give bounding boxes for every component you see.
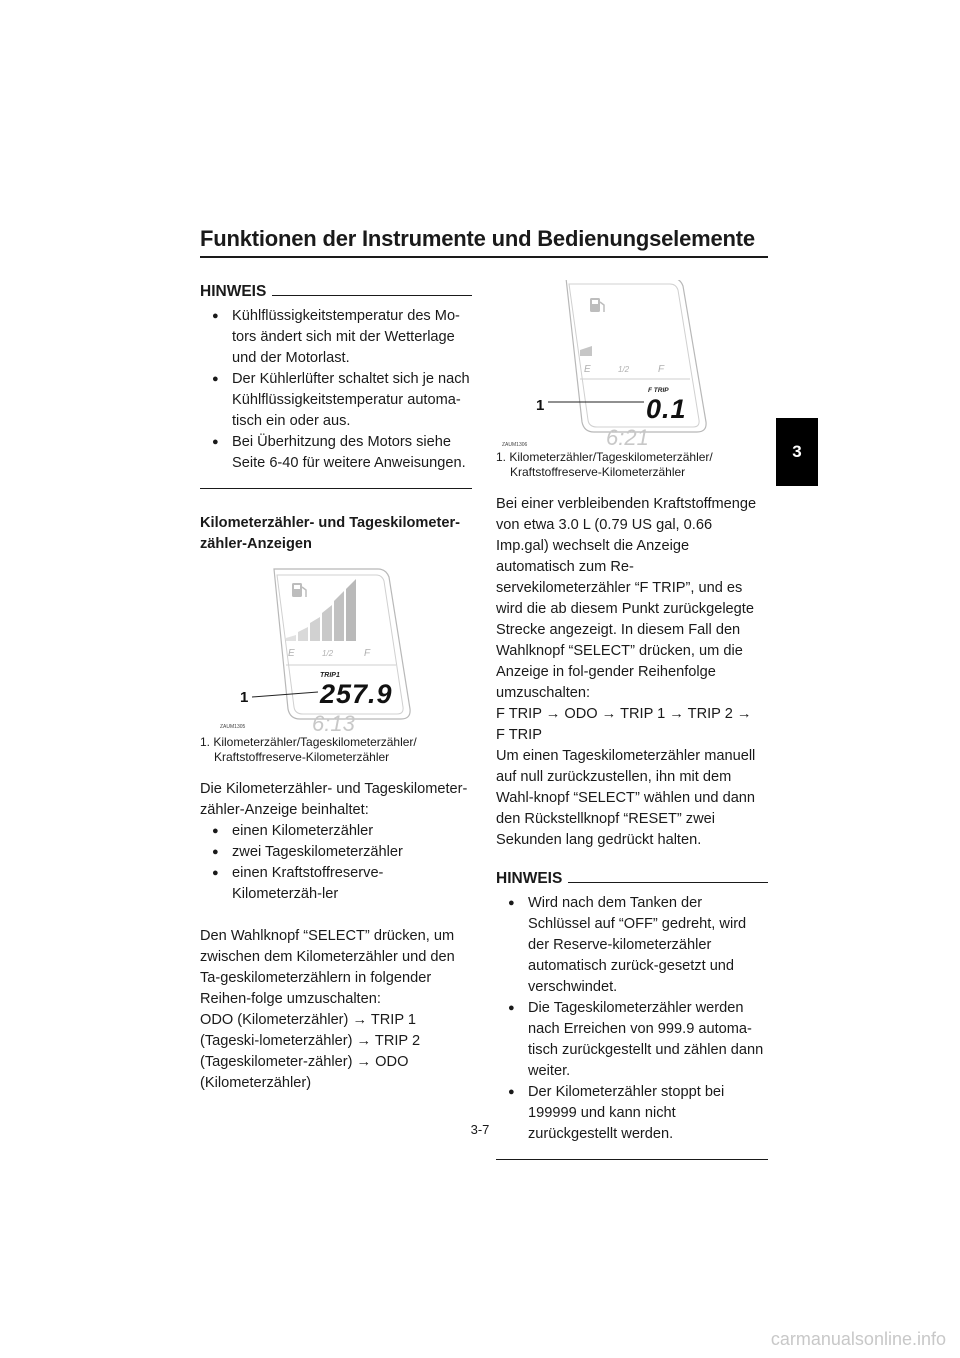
page-number: 3-7 [470, 1122, 490, 1137]
fuel-half-label: 1/2 [322, 649, 334, 658]
watermark: carmanualsonline.info [770, 1329, 946, 1349]
list-item: ● zwei Tageskilometerzähler [200, 842, 472, 863]
note-item: ● Bei Überhitzung des Motors siehe Seite 6-40 für weitere Anweisungen. [200, 432, 472, 474]
paragraph: Die Kilometerzähler- und Tageskilometer-zähler-Anzeige beinhaltet: [200, 781, 468, 818]
note-heading: HINWEIS [200, 280, 472, 302]
main-digits: 257.9 [320, 679, 393, 709]
chapter-tab: 3 [776, 418, 818, 486]
fuel-empty-label: E [288, 648, 295, 659]
main-digits: 0.1 [646, 394, 687, 424]
fuel-half-label: 1/2 [618, 365, 630, 374]
paragraph: ODO (Kilometerzähler) → TRIP 1 (Tageski-lometerzähler) → TRIP 2 (Tageskilometer-zähler) → ODO (Kilometerzähler) [200, 1012, 421, 1091]
list-item: ● einen Kilometerzähler [200, 821, 472, 842]
fuel-pump-icon [292, 583, 306, 597]
paragraph: Um einen Tageskilometerzähler manuell auf null zurückzustellen, ihn mit dem Wahl-knopf “SELECT” wählen und dann den Rückstellknopf “RESET” zwei Sekunden lang gedrückt halten. [496, 748, 756, 848]
sequence-line: F TRIP → ODO → TRIP 1 → TRIP 2 → [496, 706, 752, 722]
fuel-full-label: F [364, 648, 371, 659]
secondary-digits: 6:13 [312, 711, 355, 733]
note-item: ● Wird nach dem Tanken der Schlüssel auf “OFF” gedreht, wird der Reserve-kilometerzähler automatisch zurück-gesetzt und verschwindet. [496, 893, 768, 998]
note-list [496, 893, 768, 1145]
figure-caption: 1. Kilometerzähler/Tageskilometerzähler/ Kraftstoffreserve-Kilometerzähler [496, 450, 713, 479]
contents-list [200, 821, 472, 905]
paragraph: Den Wahlknopf “SELECT” drücken, um zwischen dem Kilometerzähler und den Ta-geskilometerzählern in folgender Reihen-folge umzuschalten: [200, 928, 455, 1007]
odometer-display-illustration [200, 561, 472, 733]
callout-number: 1 [536, 397, 545, 414]
page-title: Funktionen der Instrumente und Bedienungselemente [200, 226, 755, 251]
fuel-gauge-bar [580, 346, 592, 356]
secondary-digits: 6:21 [606, 425, 649, 448]
odometer-figure [200, 561, 472, 733]
sequence-line: F TRIP [496, 727, 542, 743]
trip-mode-label: F TRIP [648, 387, 669, 394]
figure-code: ZAUM1306 [502, 442, 528, 448]
fuel-pump-icon [590, 298, 604, 312]
title-rule [200, 256, 768, 258]
note-end-rule [496, 1159, 768, 1160]
note-item: ● Der Kühlerlüfter schaltet sich je nach Kühlflüssigkeitstemperatur automa-tisch ein oder aus. [200, 369, 472, 432]
note-heading: HINWEIS [496, 867, 768, 889]
note-list [200, 306, 472, 474]
note-item: ● Kühlflüssigkeitstemperatur des Mo-tors ändert sich mit der Wetterlage und der Motorlast. [200, 306, 472, 369]
figure-code: ZAUM1305 [220, 724, 246, 730]
fuel-reserve-display-illustration [496, 280, 768, 448]
trip-mode-label: TRIP1 [320, 672, 340, 679]
note-item: ● Der Kilometerzähler stoppt bei 199999 und kann nicht zurückgestellt werden. [496, 1082, 768, 1145]
list-item: ● einen Kraftstoffreserve-Kilometerzäh-ler [200, 863, 472, 905]
paragraph: Bei einer verbleibenden Kraftstoffmenge von etwa 3.0 L (0.79 US gal, 0.66 Imp.gal) wechselt die Anzeige automatisch zum Re-servekilometerzähler “F TRIP”, und es wird die ab diesem Punkt zurückgelegte Strecke angezeigt. In diesem Fall den Wahlknopf “SELECT” drücken, um die Anzeige in fol-gender Reihenfolge umzuschalten: [496, 496, 757, 701]
callout-number: 1 [240, 689, 249, 706]
figure-caption: 1. Kilometerzähler/Tageskilometerzähler/ Kraftstoffreserve-Kilometerzähler [200, 735, 417, 764]
left-column [200, 280, 472, 1094]
note-end-rule [200, 488, 472, 489]
right-column [496, 280, 768, 1160]
fuel-full-label: F [658, 364, 665, 375]
fuel-empty-label: E [584, 364, 591, 375]
note-item: ● Die Tageskilometerzähler werden nach Erreichen von 999.9 automa-tisch zurückgestellt und zählen dann weiter. [496, 998, 768, 1082]
section-title: Kilometerzähler- und Tageskilometer-zähler-Anzeigen [200, 515, 461, 552]
fuel-reserve-figure [496, 280, 768, 448]
